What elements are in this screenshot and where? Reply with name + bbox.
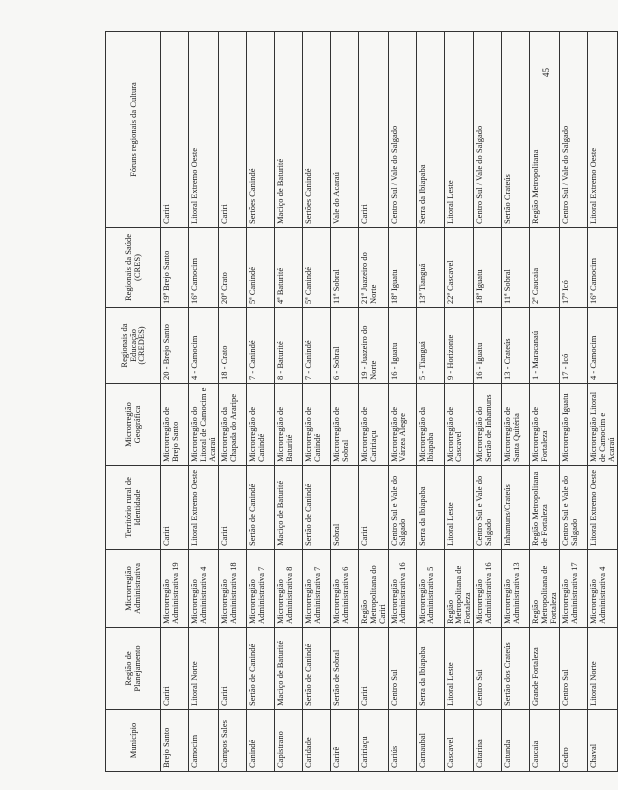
- table-cell: Microrregião de Fortaleza: [530, 384, 560, 466]
- table-cell: Centro Sul e Vale do Salgado: [474, 466, 502, 550]
- table-cell: Microrregião de Brejo Santo: [161, 384, 189, 466]
- table-cell: Litoral Leste: [444, 32, 474, 228]
- table-cell: Maciço de Baturité: [274, 628, 302, 710]
- table-row: [588, 32, 618, 772]
- table-cell: 21ª Juazeiro do Norte: [358, 228, 388, 308]
- table-row: [302, 32, 330, 772]
- table-cell: Centro Sul e Vale do Salgado: [560, 466, 588, 550]
- column-header: Região de Planejamento: [106, 628, 161, 710]
- table-cell: Cariús: [388, 710, 416, 772]
- table-cell: 4 - Camocim: [588, 308, 618, 384]
- table-cell: 22ª Cascavel: [444, 228, 474, 308]
- table-row: [161, 32, 189, 772]
- table-row: [330, 32, 358, 772]
- table-cell: Sertão de Canindé: [302, 628, 330, 710]
- table-cell: Sertões Canindé: [302, 32, 330, 228]
- table-cell: Região Metropolitana de Fortaleza: [444, 550, 474, 628]
- table-row: [560, 32, 588, 772]
- column-header: Município: [106, 710, 161, 772]
- table-cell: 17ª Icó: [560, 228, 588, 308]
- table-cell: Microrregião Administrativa 7: [302, 550, 330, 628]
- table-cell: Microrregião Administrativa 16: [388, 550, 416, 628]
- table-cell: Chaval: [588, 710, 618, 772]
- table-cell: Microrregião de Canindé: [302, 384, 330, 466]
- table-cell: Microrregião do Litoral de Camocim e Acaraú: [189, 384, 219, 466]
- table-cell: Microrregião de Sobral: [330, 384, 358, 466]
- municipality-regions-table: [105, 31, 618, 772]
- table-cell: 5ª Canindé: [302, 228, 330, 308]
- table-cell: Camocim: [189, 710, 219, 772]
- table-cell: 18ª Iguatu: [474, 228, 502, 308]
- table-cell: 16ª Camocim: [189, 228, 219, 308]
- table-cell: Cariri: [218, 628, 246, 710]
- table-cell: Microrregião da Ibiapaba: [416, 384, 444, 466]
- table-cell: Microrregião de Cascavel: [444, 384, 474, 466]
- column-header: Microrregião Administrativa: [106, 550, 161, 628]
- table-cell: Sertões Canindé: [246, 32, 274, 228]
- table-cell: Microrregião de Caririaçu: [358, 384, 388, 466]
- table-cell: 19ª Brejo Santo: [161, 228, 189, 308]
- table-cell: 13ª Tianguá: [416, 228, 444, 308]
- table-cell: 7 - Canindé: [302, 308, 330, 384]
- table-header: [106, 32, 161, 772]
- table-cell: Microrregião Administrativa 19: [161, 550, 189, 628]
- table-cell: 18 - Crato: [218, 308, 246, 384]
- table-row: [388, 32, 416, 772]
- table-cell: Sertão de Canindé: [302, 466, 330, 550]
- table-cell: 11ª Sobral: [330, 228, 358, 308]
- table-cell: Maciço de Baturité: [274, 466, 302, 550]
- table-cell: Vale do Acaraú: [330, 32, 358, 228]
- table-cell: Cariri: [358, 466, 388, 550]
- table-cell: Microrregião da Chapada do Araripe: [218, 384, 246, 466]
- table-cell: Litoral Norte: [189, 628, 219, 710]
- table-cell: Microrregião Administrativa 4: [189, 550, 219, 628]
- table-cell: Catarina: [474, 710, 502, 772]
- table-cell: Catunda: [502, 710, 530, 772]
- table-cell: Microrregião Administrativa 6: [330, 550, 358, 628]
- table-cell: Sertão de Sobral: [330, 628, 358, 710]
- column-header: Fóruns regionais da Cultura: [106, 32, 161, 228]
- table-cell: Litoral Extremo Oeste: [588, 466, 618, 550]
- table-cell: Microrregião Administrativa 4: [588, 550, 618, 628]
- table-cell: 13 - Crateús: [502, 308, 530, 384]
- table-cell: Capistrano: [274, 710, 302, 772]
- table-cell: 20 - Brejo Santo: [161, 308, 189, 384]
- table-cell: 8 - Baturité: [274, 308, 302, 384]
- table-cell: 17 - Icó: [560, 308, 588, 384]
- page-number: 45: [541, 68, 551, 77]
- table-cell: 1 - Maracanaú: [530, 308, 560, 384]
- table-cell: Cedro: [560, 710, 588, 772]
- table-cell: Microrregião Iguatu: [560, 384, 588, 466]
- table-cell: Litoral Norte: [588, 628, 618, 710]
- table-cell: 16ª Camocim: [588, 228, 618, 308]
- table-cell: Sertão de Canindé: [246, 466, 274, 550]
- table-cell: Microrregião Administrativa 7: [246, 550, 274, 628]
- table-cell: 18ª Iguatu: [388, 228, 416, 308]
- table-cell: 11ª Sobral: [502, 228, 530, 308]
- table-cell: 16 - Iguatu: [474, 308, 502, 384]
- header-row: [106, 32, 161, 772]
- table-cell: Cariri: [161, 466, 189, 550]
- table-cell: 2ª Caucaia: [530, 228, 560, 308]
- table-cell: Sertão de Canindé: [246, 628, 274, 710]
- table-cell: Litoral Extremo Oeste: [588, 32, 618, 228]
- table-cell: Região Metropolitana do Cariri: [358, 550, 388, 628]
- table-row: [189, 32, 219, 772]
- table-cell: Microrregião Administrativa 16: [474, 550, 502, 628]
- table-cell: Cariri: [218, 466, 246, 550]
- table-cell: Grande Fortaleza: [530, 628, 560, 710]
- table-cell: Carnaubal: [416, 710, 444, 772]
- table-cell: Microrregião de Várzea Alegre: [388, 384, 416, 466]
- table-cell: Cariri: [358, 628, 388, 710]
- table-cell: 19 - Juazeiro do Norte: [358, 308, 388, 384]
- column-header: Território rural de Identidade: [106, 466, 161, 550]
- table-cell: Microrregião Administrativa 5: [416, 550, 444, 628]
- table-cell: Microrregião de Baturité: [274, 384, 302, 466]
- table-row: [416, 32, 444, 772]
- table-cell: Sertão Crateús: [502, 32, 530, 228]
- table-cell: Litoral Extremo Oeste: [189, 32, 219, 228]
- table-cell: 7 - Canindé: [246, 308, 274, 384]
- table-cell: Cariri: [358, 32, 388, 228]
- table-cell: Litoral Leste: [444, 628, 474, 710]
- table-cell: Microrregião Litoral de Camocim e Acaraú: [588, 384, 618, 466]
- table-row: [444, 32, 474, 772]
- table-cell: Cariri: [218, 32, 246, 228]
- table-cell: Campos Sales: [218, 710, 246, 772]
- table-cell: Cascavel: [444, 710, 474, 772]
- table-cell: Região Metropolitana de Fortaleza: [530, 466, 560, 550]
- table-cell: 5 - Tianguá: [416, 308, 444, 384]
- column-header: Regionais da Educação (CREDES): [106, 308, 161, 384]
- table-row: [218, 32, 246, 772]
- table-cell: Centro Sul: [560, 628, 588, 710]
- table-body: [161, 32, 618, 772]
- table-cell: Microrregião de Canindé: [246, 384, 274, 466]
- table-cell: Microrregião Administrativa 13: [502, 550, 530, 628]
- table-cell: Caridade: [302, 710, 330, 772]
- table-cell: Centro Sul / Vale do Salgado: [560, 32, 588, 228]
- column-header: Regionais da Saúde (CRES): [106, 228, 161, 308]
- table-cell: Região Metropolitana: [530, 32, 560, 228]
- table-cell: 6 - Sobral: [330, 308, 358, 384]
- table-cell: Centro Sul e Vale do Salgado: [388, 466, 416, 550]
- table-cell: Serra da Ibiapaba: [416, 466, 444, 550]
- table-cell: 4ª Baturité: [274, 228, 302, 308]
- table-cell: 5ª Canindé: [246, 228, 274, 308]
- table-row: [274, 32, 302, 772]
- table-cell: Centro Sul: [388, 628, 416, 710]
- table-cell: Centro Sul / Vale do Salgado: [474, 32, 502, 228]
- table-row: [474, 32, 502, 772]
- table-cell: Cariri: [161, 32, 189, 228]
- table-cell: Serra da Ibiapaba: [416, 32, 444, 228]
- table-cell: Microrregião de Santa Quitéria: [502, 384, 530, 466]
- table-cell: Centro Sul: [474, 628, 502, 710]
- table-cell: Litoral Extremo Oeste: [189, 466, 219, 550]
- table-cell: Microrregião Administrativa 17: [560, 550, 588, 628]
- table-row: [246, 32, 274, 772]
- table-cell: Sobral: [330, 466, 358, 550]
- table-row: [358, 32, 388, 772]
- table-cell: Caucaia: [530, 710, 560, 772]
- table-row: [502, 32, 530, 772]
- table-cell: Canindé: [246, 710, 274, 772]
- table-cell: 4 - Camocim: [189, 308, 219, 384]
- table-cell: 20ª Crato: [218, 228, 246, 308]
- table-cell: Maciço de Baturité: [274, 32, 302, 228]
- table-cell: Microrregião do Sertão de Inhamuns: [474, 384, 502, 466]
- column-header: Microrregião Geográfica: [106, 384, 161, 466]
- table-cell: Microrregião Administrativa 18: [218, 550, 246, 628]
- table-cell: Cariri: [161, 628, 189, 710]
- table-row: [530, 32, 560, 772]
- table-cell: Inhamuns/Crateús: [502, 466, 530, 550]
- table-cell: Litoral Leste: [444, 466, 474, 550]
- table-cell: 9 - Horizonte: [444, 308, 474, 384]
- table-cell: 16 - Iguatu: [388, 308, 416, 384]
- table-cell: Microrregião Administrativa 8: [274, 550, 302, 628]
- table-cell: Região Metropolitana de Fortaleza: [530, 550, 560, 628]
- table-cell: Serra da Ibiapaba: [416, 628, 444, 710]
- table-cell: Sertão dos Crateús: [502, 628, 530, 710]
- table-cell: Brejo Santo: [161, 710, 189, 772]
- table-cell: Caririaçu: [358, 710, 388, 772]
- table-cell: Carirê: [330, 710, 358, 772]
- table-cell: Centro Sul / Vale do Salgado: [388, 32, 416, 228]
